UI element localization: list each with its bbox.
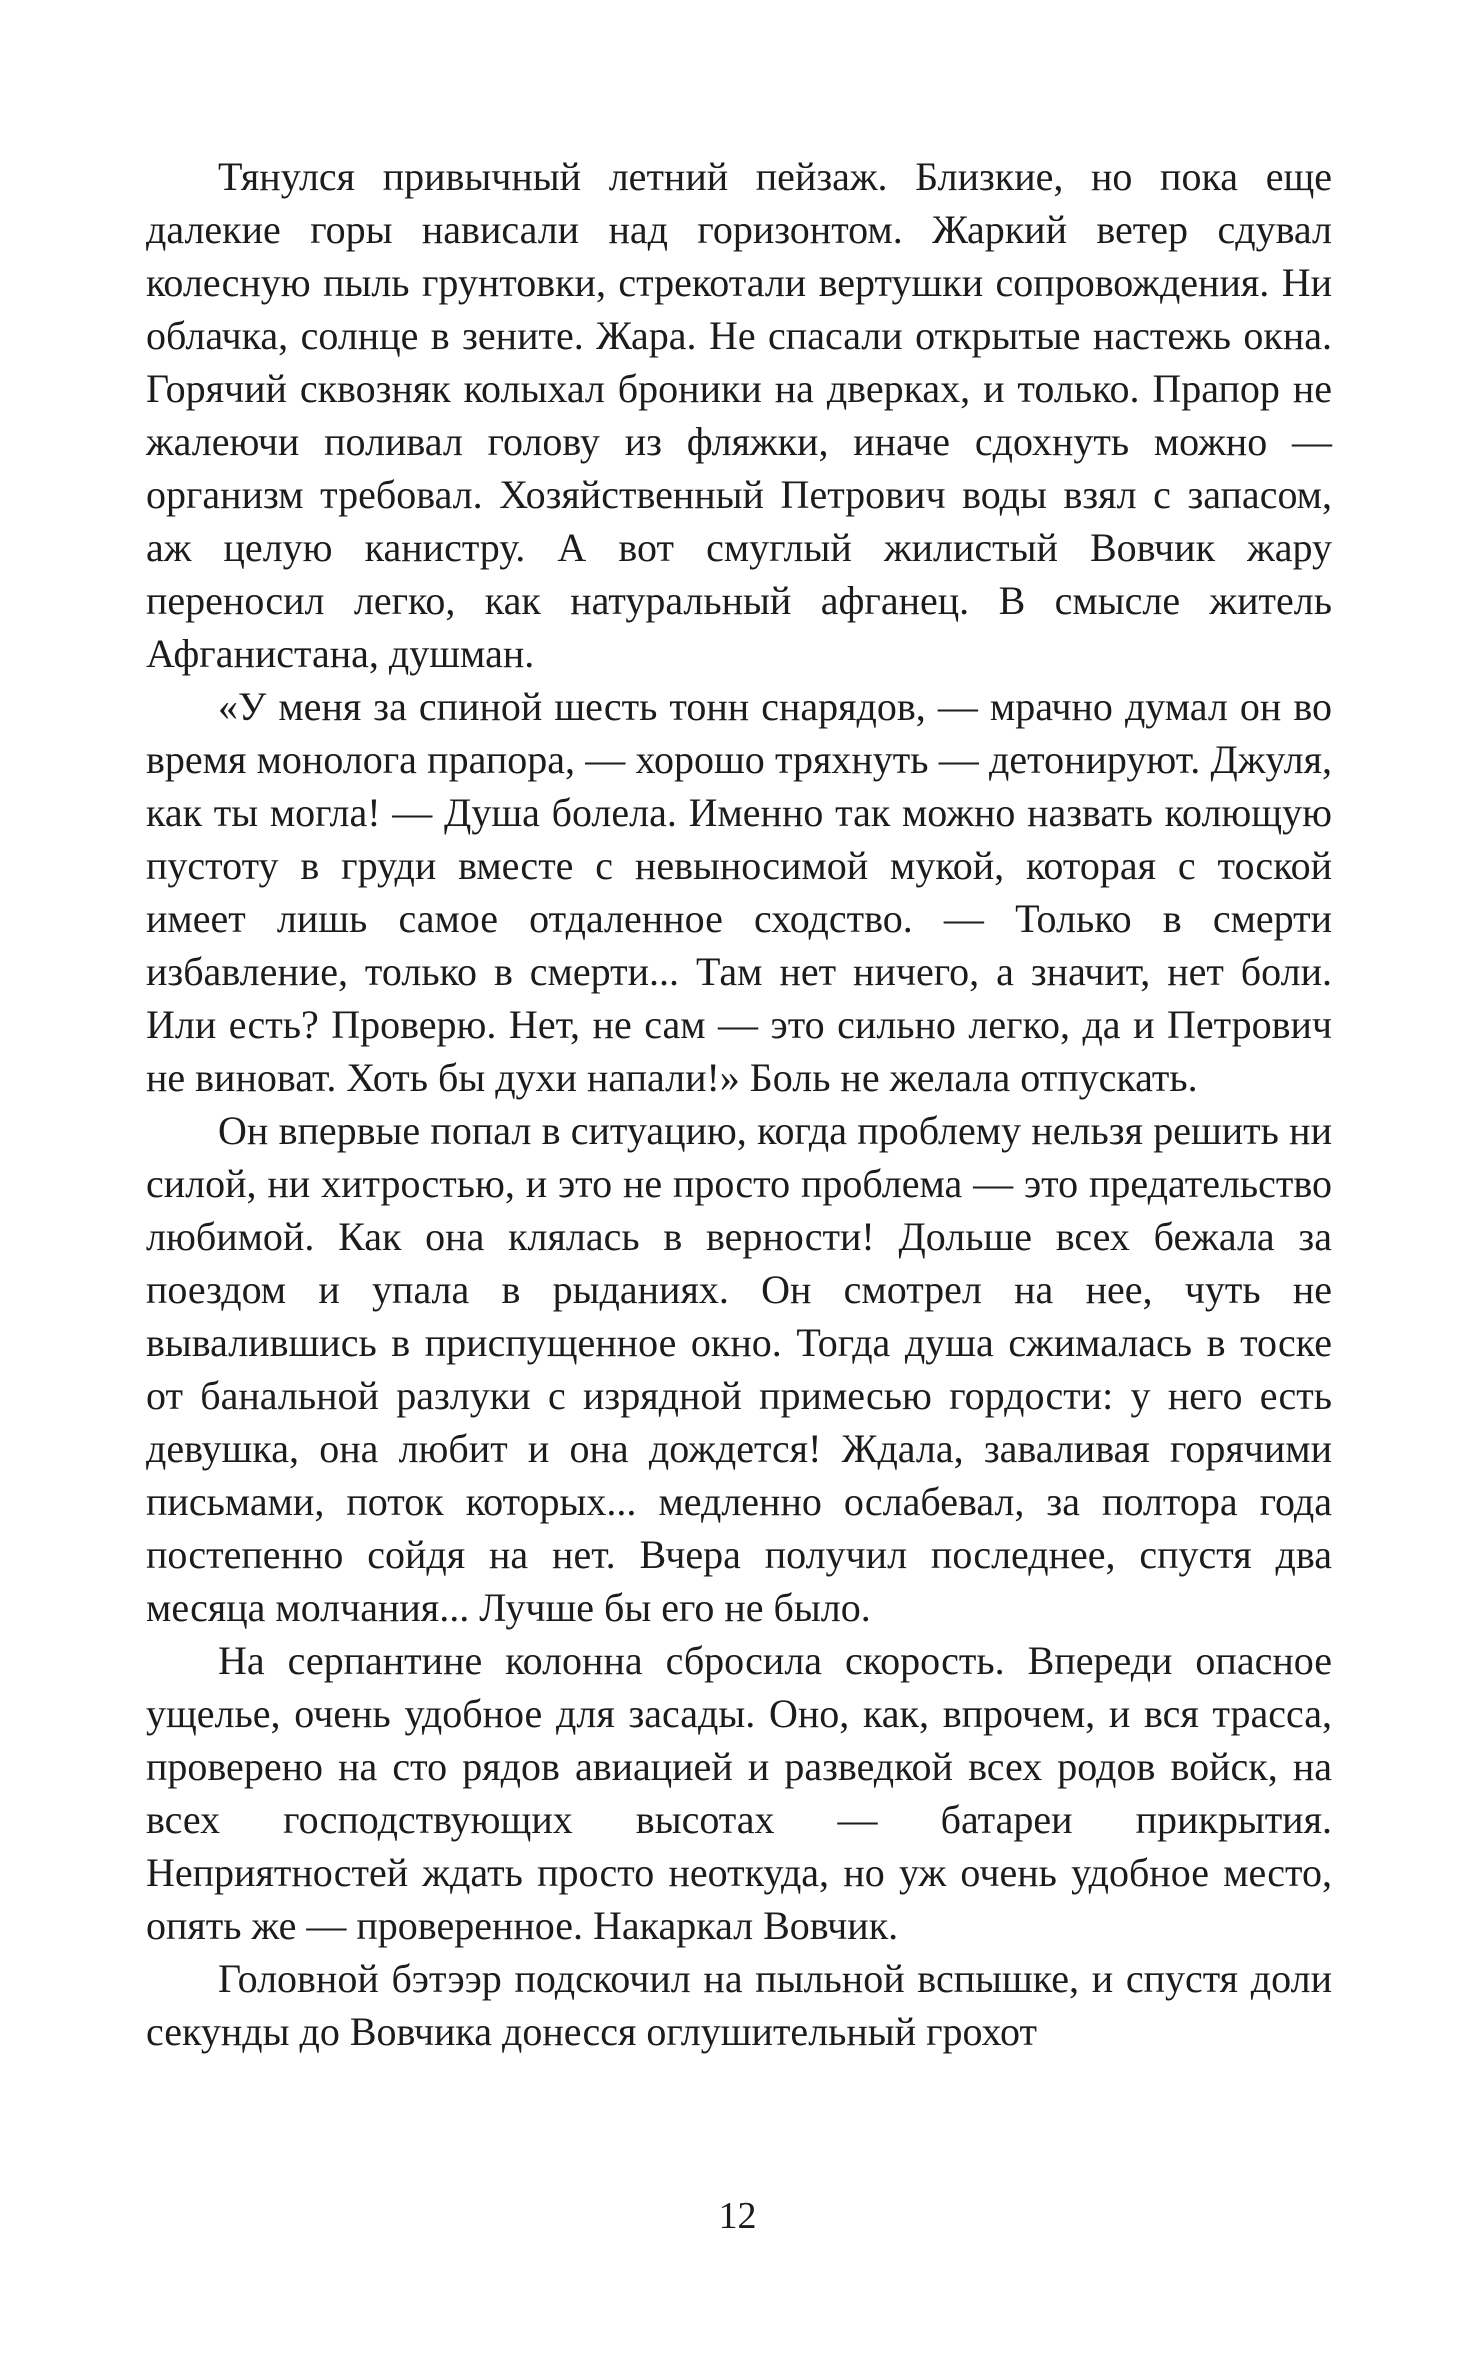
page-number: 12 bbox=[718, 2195, 757, 2237]
paragraph-1: Тянулся привычный летний пейзаж. Близкие, но пока еще далекие горы нависали над горизонтом. Жаркий ветер сдувал колесную пыль грунтовки, стрекотали вертушки сопровождения. Ни облачка, солнце в зените. Жара. Не спасали открытые настежь окна. Горячий сквозняк колыхал броники на дверках, и только. Прапор не жалеючи поливал голову из фляжки, иначе сдохнуть можно — организм требовал. Хозяйственный Петрович воды взял с запасом, аж целую канистру. А вот смуглый жилистый Вовчик жару переносил легко, как натуральный афганец. В смысле житель Афганистана, душман. bbox=[146, 154, 1332, 676]
paragraph-4: На серпантине колонна сбросила скорость. Впереди опасное ущелье, очень удобное для засады. Оно, как, впрочем, и вся трасса, проверено на сто рядов авиацией и разведкой всех родов войск, на всех господствующих высотах — батареи прикрытия. Неприятностей ждать просто неоткуда, но уж очень удобное место, опять же — проверенное. Накаркал Вовчик. bbox=[146, 1638, 1332, 1948]
paragraph-5: Головной бэтээр подскочил на пыльной вспышке, и спустя доли секунды до Вовчика донесся оглушительный грохот bbox=[146, 1956, 1332, 2054]
paragraph-2: «У меня за спиной шесть тонн снарядов, — мрачно думал он во время монолога прапора, — хорошо тряхнуть — детонируют. Джуля, как ты могла! — Душа болела. Именно так можно назвать колющую пустоту в груди вместе с невыносимой мукой, которая с тоской имеет лишь самое отдаленное сходство. — Только в смерти избавление, только в смерти... Там нет ничего, а значит, нет боли. Или есть? Проверю. Нет, не сам — это сильно легко, да и Петрович не виноват. Хоть бы духи напали!» Боль не желала отпускать. bbox=[146, 684, 1332, 1100]
body-text bbox=[146, 150, 1332, 2058]
paragraph-3: Он впервые попал в ситуацию, когда проблему нельзя решить ни силой, ни хитростью, и это не просто проблема — это предательство любимой. Как она клялась в верности! Дольше всех бежала за поездом и упала в рыданиях. Он смотрел на нее, чуть не вывалившись в приспущенное окно. Тогда душа сжималась в тоске от банальной разлуки с изрядной примесью гордости: у него есть девушка, она любит и она дождется! Ждала, заваливая горячими письмами, поток которых... медленно ослабевал, за полтора года постепенно сойдя на нет. Вчера получил последнее, спустя два месяца молчания... Лучше бы его не было. bbox=[146, 1108, 1332, 1630]
